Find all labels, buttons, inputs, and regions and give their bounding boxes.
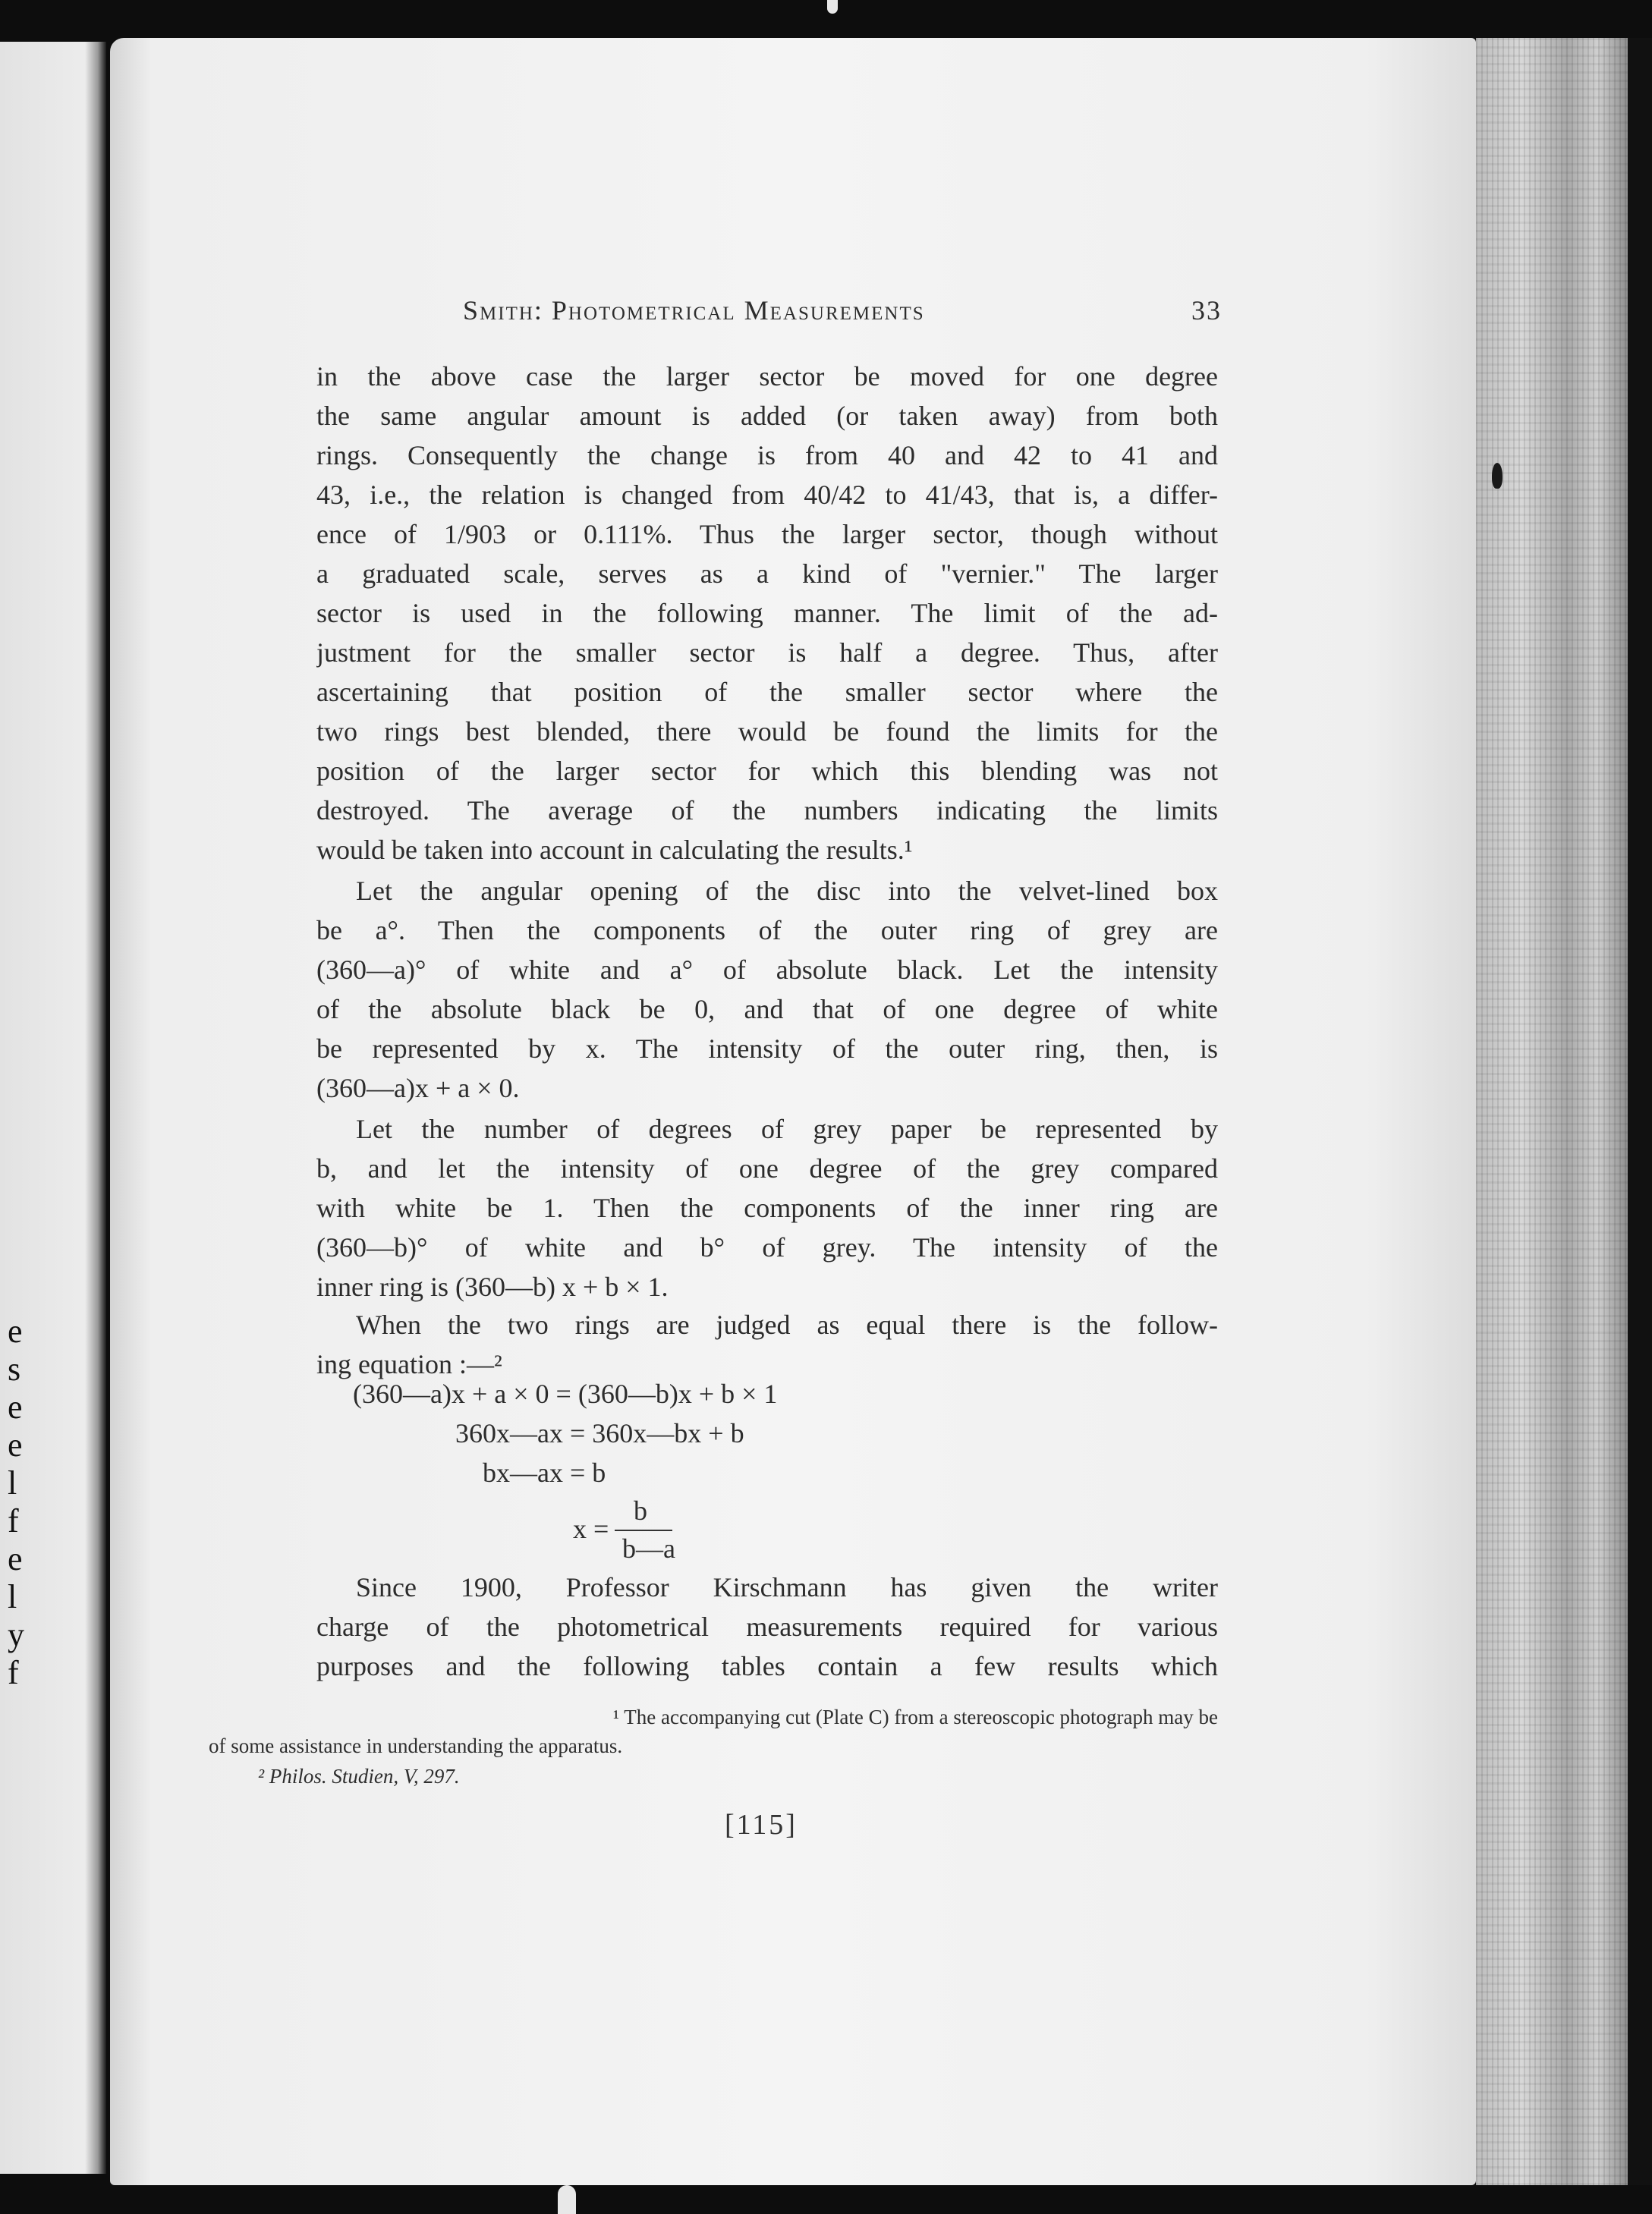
text-line: (360—a)x + a × 0. [316, 1073, 520, 1103]
text-line: Let the angular opening of the disc into the velvet-lined box [356, 876, 1218, 906]
text-line: would be taken into account in calculating the results.¹ [316, 835, 913, 865]
paragraph-5 [316, 1568, 1218, 1686]
text-line: ascertaining that position of the smaller sector where the [316, 677, 1218, 707]
folio: [115] [725, 1809, 798, 1841]
stack-mark [1492, 463, 1503, 489]
paragraph-3 [316, 1109, 1218, 1307]
text-line: two rings best blended, there would be found the limits for the [316, 716, 1218, 747]
footnote-2: ² Philos. Studien, V, 297. [258, 1765, 460, 1788]
text-line: ing equation :—² [316, 1349, 502, 1379]
paragraph-4 [316, 1305, 1218, 1384]
text-line: position of the larger sector for which this blending was not [316, 756, 1218, 786]
scan-debris [827, 0, 838, 14]
text-line: with white be 1. Then the components of the inner ring are [316, 1193, 1218, 1223]
text-line: Let the number of degrees of grey paper be represented by [356, 1114, 1218, 1144]
text-line: inner ring is (360—b) x + b × 1. [316, 1272, 669, 1302]
equation-2: 360x—ax = 360x—bx + b [455, 1418, 744, 1448]
text-line: of the absolute black be 0, and that of one degree of white [316, 994, 1218, 1024]
running-head: Smith: Photometrical Measurements [463, 295, 925, 325]
left-fragment: s [8, 1351, 21, 1388]
equation-4-numerator: b [634, 1495, 647, 1526]
text-line: When the two rings are judged as equal there is the follow- [356, 1310, 1218, 1340]
footnote-1-line-1: ¹ The accompanying cut (Plate C) from a stereoscopic photograph may be [612, 1706, 1218, 1728]
text-line: charge of the photometrical measurements required for various [316, 1612, 1218, 1642]
left-fragment: y [8, 1616, 24, 1653]
text-line: rings. Consequently the change is from 40 and 42 to 41 and [316, 440, 1218, 470]
text-line: b, and let the intensity of one degree of the grey compared [316, 1153, 1218, 1184]
text-line: the same angular amount is added (or taken away) from both [316, 401, 1218, 431]
text-line: Since 1900, Professor Kirschmann has given the writer [356, 1572, 1218, 1602]
left-fragment: f [8, 1502, 19, 1539]
left-fragment: e [8, 1540, 23, 1577]
text-line: be represented by x. The intensity of the outer ring, then, is [316, 1033, 1218, 1064]
text-line: (360—a)° of white and a° of absolute black. Let the intensity [316, 954, 1218, 985]
fraction-bar [615, 1530, 672, 1531]
text-line: ence of 1/903 or 0.111%. Thus the larger sector, though without [316, 519, 1218, 549]
left-page-text-fragments [8, 1313, 30, 1692]
left-fragment: l [8, 1578, 17, 1615]
text-line: destroyed. The average of the numbers indicating the limits [316, 795, 1218, 826]
page-stack-edge [1476, 38, 1628, 2185]
book-page [110, 38, 1476, 2185]
page-header [463, 294, 1222, 332]
paragraph-2 [316, 871, 1218, 1108]
left-fragment: e [8, 1426, 23, 1464]
footnote-1-line-2: of some assistance in understanding the apparatus. [209, 1734, 623, 1757]
equation-3: bx—ax = b [483, 1458, 606, 1488]
text-line: in the above case the larger sector be moved for one degree [316, 361, 1218, 392]
equation-1: (360—a)x + a × 0 = (360—b)x + b × 1 [353, 1379, 778, 1409]
left-fragment: f [8, 1654, 19, 1691]
text-line: be a°. Then the components of the outer ring of grey are [316, 915, 1218, 945]
left-fragment: e [8, 1388, 23, 1426]
left-page-edge [0, 42, 106, 2174]
paragraph-1 [316, 357, 1218, 870]
left-fragment: e [8, 1313, 23, 1350]
text-line: (360—b)° of white and b° of grey. The intensity of the [316, 1232, 1218, 1263]
text-line: 43, i.e., the relation is changed from 40/42 to 41/43, that is, a differ- [316, 480, 1218, 510]
text-line: justment for the smaller sector is half a degree. Thus, after [316, 637, 1218, 668]
equation-4-denominator: b—a [622, 1533, 675, 1564]
page-number: 33 [1191, 295, 1222, 325]
text-line: sector is used in the following manner. The limit of the ad- [316, 598, 1218, 628]
text-line: a graduated scale, serves as a kind of "vernier." The larger [316, 558, 1218, 589]
scan-debris [558, 2185, 576, 2214]
text-line: purposes and the following tables contain a few results which [316, 1651, 1218, 1681]
equation-4-lhs: x = [573, 1514, 609, 1544]
scan-border [1628, 38, 1652, 2185]
left-fragment: l [8, 1464, 17, 1502]
